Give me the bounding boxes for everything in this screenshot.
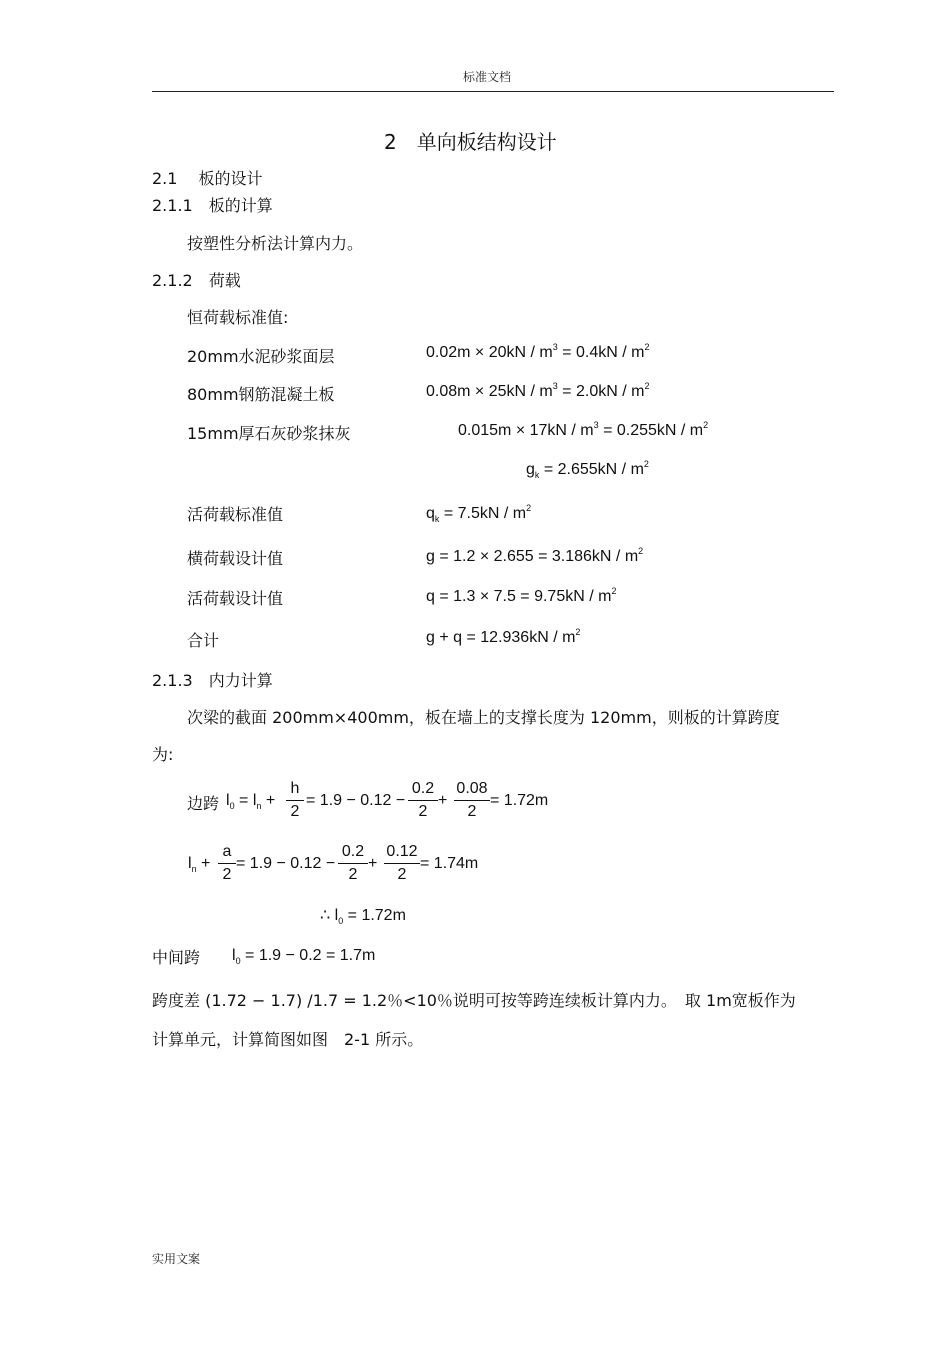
edge-span-lhs: $l_0 = l_n$ + bbox=[226, 792, 276, 811]
edge-span-mid: = 1.9 − 0.12 − bbox=[306, 792, 406, 809]
section-2-1-1: 2.1.1 板的计算 bbox=[152, 196, 273, 215]
live-std-label: 活荷载标准值 bbox=[187, 505, 284, 524]
fraction-0-2-over-2: 0.2 2 bbox=[408, 780, 438, 821]
edge-span2-plus: + bbox=[368, 855, 378, 872]
section-2-1-2: 2.1.2 荷载 bbox=[152, 271, 241, 290]
dead-load-label: 恒荷载标准值: bbox=[187, 308, 289, 327]
live-design-formula: $q = 1.3 \times 7.5 = 9.75kN / m^2$ bbox=[426, 586, 617, 605]
edge-span2-lhs: $l_n$ + bbox=[188, 855, 211, 874]
live-std-formula: $q_k = 7.5kN / m^2$ bbox=[426, 503, 532, 524]
paragraph-2-line-2: 计算单元，计算简图如图 2-1 所示。 bbox=[152, 1030, 424, 1049]
load-label-1: 20mm水泥砂浆面层 bbox=[187, 347, 335, 366]
fraction-a-over-2: a 2 bbox=[218, 843, 236, 884]
total-label: 合计 bbox=[187, 631, 220, 650]
chapter-title: 2 单向板结构设计 bbox=[384, 130, 557, 154]
paragraph-1-line-2: 为: bbox=[152, 745, 174, 764]
header-rule bbox=[152, 91, 834, 92]
page-footer: 实用文案 bbox=[152, 1252, 201, 1266]
gk-formula: $g_k = 2.655kN / m^2$ bbox=[526, 459, 649, 480]
paragraph-2-line-1: 跨度差 (1.72 − 1.7) /1.7 = 1.2％<10％说明可按等跨连续板计算内力。 取 1m宽板作为 bbox=[152, 991, 796, 1010]
load-formula-1: $0.02m \times 20kN / m^3 = 0.4kN / m^2$ bbox=[426, 342, 650, 361]
edge-span2-mid: = 1.9 − 0.12 − bbox=[236, 855, 336, 872]
section-2-1: 2.1 板的设计 bbox=[152, 169, 263, 188]
edge-span-label: 边跨 bbox=[187, 794, 220, 813]
total-formula: $g + q = 12.936kN / m^2$ bbox=[426, 627, 581, 646]
paragraph-1-line-1: 次梁的截面 200mm×400mm，板在墙上的支撑长度为 120mm，则板的计算跨度 bbox=[187, 708, 780, 727]
dead-design-formula: $g = 1.2 \times 2.655 = 3.186kN / m^2$ bbox=[426, 546, 644, 565]
load-formula-3: $0.015m \times 17kN / m^3 = 0.255kN / m^2$ bbox=[458, 420, 709, 439]
load-label-2: 80mm钢筋混凝土板 bbox=[187, 385, 335, 404]
edge-span-plus: + bbox=[438, 792, 448, 809]
edge-span2-result: = 1.74m bbox=[420, 855, 479, 872]
live-design-label: 活荷载设计值 bbox=[187, 589, 284, 608]
fraction-0-2-over-2-b: 0.2 2 bbox=[338, 843, 368, 884]
dead-design-label: 横荷载设计值 bbox=[187, 549, 284, 568]
fraction-0-08-over-2: 0.08 2 bbox=[454, 780, 490, 821]
load-label-3: 15mm厚石灰砂浆抹灰 bbox=[187, 424, 351, 443]
middle-span-label: 中间跨 bbox=[152, 948, 201, 967]
therefore-line: ∴ $l_0 = 1.72m$ bbox=[320, 907, 406, 926]
section-2-1-3: 2.1.3 内力计算 bbox=[152, 671, 273, 690]
fraction-0-12-over-2: 0.12 2 bbox=[384, 843, 420, 884]
edge-span-result: = 1.72m bbox=[490, 792, 549, 809]
section-2-1-1-text: 按塑性分析法计算内力。 bbox=[187, 234, 364, 253]
page-header: 标准文档 bbox=[463, 70, 512, 84]
fraction-h-over-2: h 2 bbox=[286, 780, 304, 821]
load-formula-2: $0.08m \times 25kN / m^3 = 2.0kN / m^2$ bbox=[426, 381, 650, 400]
middle-span-formula: $l_0 = 1.9 - 0.2 = 1.7m$ bbox=[232, 947, 376, 966]
